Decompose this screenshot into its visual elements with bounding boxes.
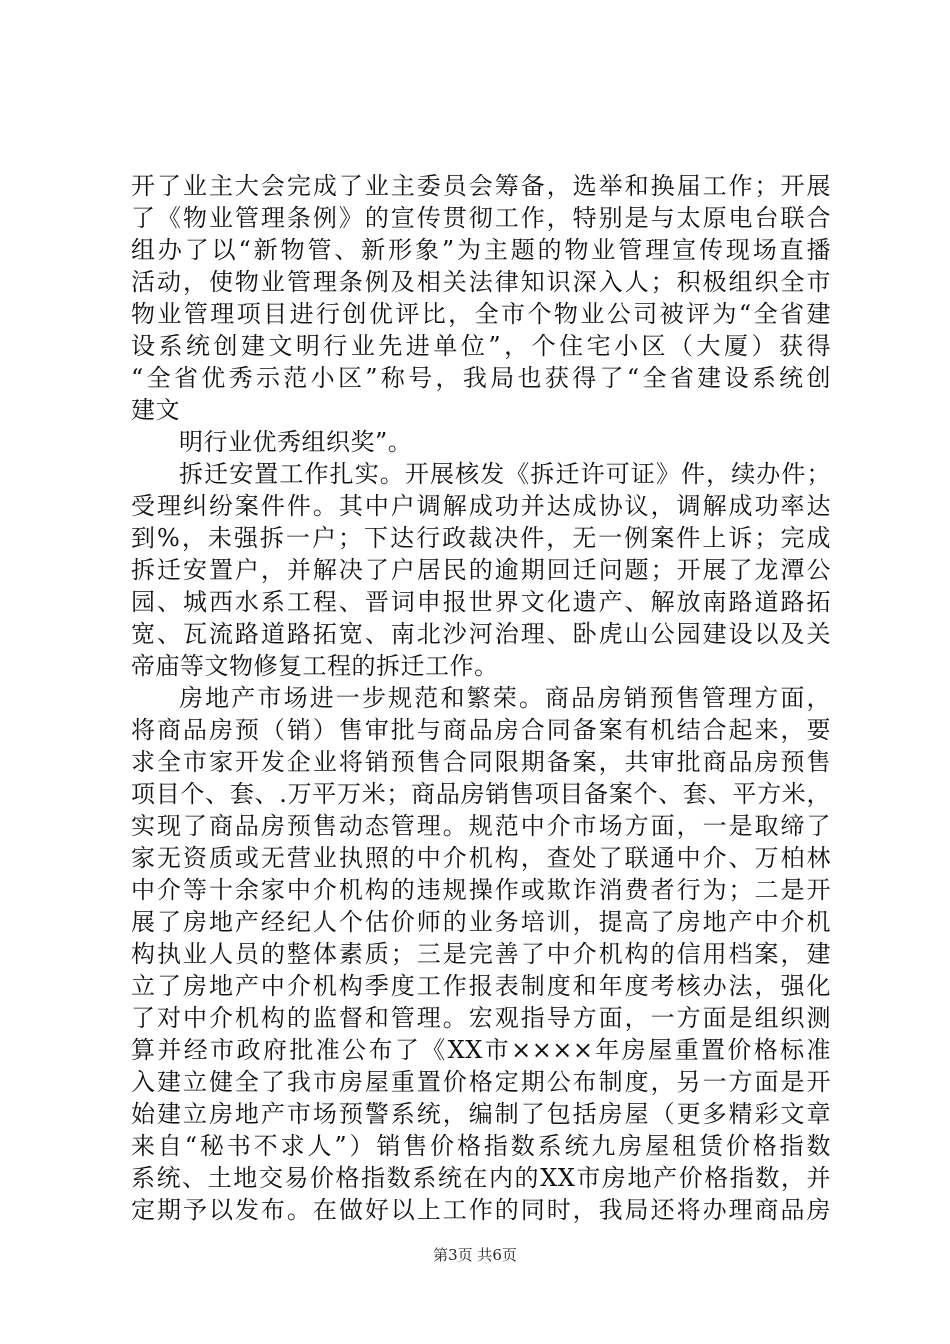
text-line: 家无资质或无营业执照的中介机构，查处了联通中介、万柏林 (131, 844, 831, 872)
text-line: 园、城西水系工程、晋词申报世界文化遗产、解放南路道路拓 (131, 588, 831, 616)
text-line: 入建立健全了我市房屋重置价格定期公布制度，另一方面是开 (131, 1068, 831, 1096)
text-line: 房地产市场进一步规范和繁荣。商品房销预售管理方面， (179, 684, 831, 712)
text-line: 来自“秘书不求人”）销售价格指数系统九房屋租赁价格指数 (131, 1132, 831, 1160)
text-line: 了对中介机构的监督和管理。宏观指导方面，一方面是组织测 (131, 1004, 831, 1032)
text-line: 拆迁安置户，并解决了户居民的逾期回迁问题；开展了龙潭公 (131, 556, 831, 584)
text-line: 定期予以发布。在做好以上工作的同时，我局还将办理商品房 (131, 1196, 831, 1224)
text-line: 构执业人员的整体素质；三是完善了中介机构的信用档案，建 (131, 940, 831, 968)
text-line: 求全市家开发企业将销预售合同限期备案，共审批商品房预售 (131, 748, 831, 776)
text-line: 开了业主大会完成了业主委员会筹备，选举和换届工作；开展 (131, 172, 831, 200)
page-number-footer: 第3页 共6页 (433, 1246, 517, 1264)
text-line: 受理纠纷案件件。其中户调解成功并达成协议，调解成功率达 (131, 492, 831, 520)
text-line: 活动，使物业管理条例及相关法律知识深入人；积极组织全市 (131, 268, 831, 296)
text-line: 组办了以“新物管、新形象”为主题的物业管理宣传现场直播 (131, 236, 831, 264)
text-line: 始建立房地产市场预警系统，编制了包括房屋（更多精彩文章 (131, 1100, 831, 1128)
text-line: 到%，未强拆一户；下达行政裁决件，无一例案件上诉；完成 (131, 524, 831, 552)
text-line: 立了房地产中介机构季度工作报表制度和年度考核办法，强化 (131, 972, 831, 1000)
text-line: 物业管理项目进行创优评比，全市个物业公司被评为“全省建 (131, 300, 831, 328)
text-line: 建文 (131, 396, 180, 424)
text-line: 展了房地产经纪人个估价师的业务培训，提高了房地产中介机 (131, 908, 831, 936)
text-line: 系统、土地交易价格指数系统在内的XX市房地产价格指数，并 (131, 1164, 831, 1192)
text-line: 项目个、套、.万平万米；商品房销售项目备案个、套、平方米， (131, 780, 831, 808)
text-line: “全省优秀示范小区”称号，我局也获得了“全省建设系统创 (131, 364, 831, 392)
text-line: 拆迁安置工作扎实。开展核发《拆迁许可证》件，续办件； (179, 460, 831, 488)
text-line: 将商品房预（销）售审批与商品房合同备案有机结合起来，要 (131, 716, 831, 744)
document-body (131, 170, 831, 1226)
text-line: 中介等十余家中介机构的违规操作或欺诈消费者行为；二是开 (131, 876, 831, 904)
text-line: 帝庙等文物修复工程的拆迁工作。 (131, 652, 499, 680)
text-line: 明行业优秀组织奖”。 (179, 428, 413, 456)
text-line: 了《物业管理条例》的宣传贯彻工作，特别是与太原电台联合 (131, 204, 831, 232)
text-line: 设系统创建文明行业先进单位”，个住宅小区（大厦）获得 (131, 332, 831, 360)
text-line: 算并经市政府批准公布了《XX市××××年房屋重置价格标准 (131, 1036, 831, 1064)
text-line: 实现了商品房预售动态管理。规范中介市场方面，一是取缔了 (131, 812, 831, 840)
text-line: 宽、瓦流路道路拓宽、南北沙河治理、卧虎山公园建设以及关 (131, 620, 831, 648)
